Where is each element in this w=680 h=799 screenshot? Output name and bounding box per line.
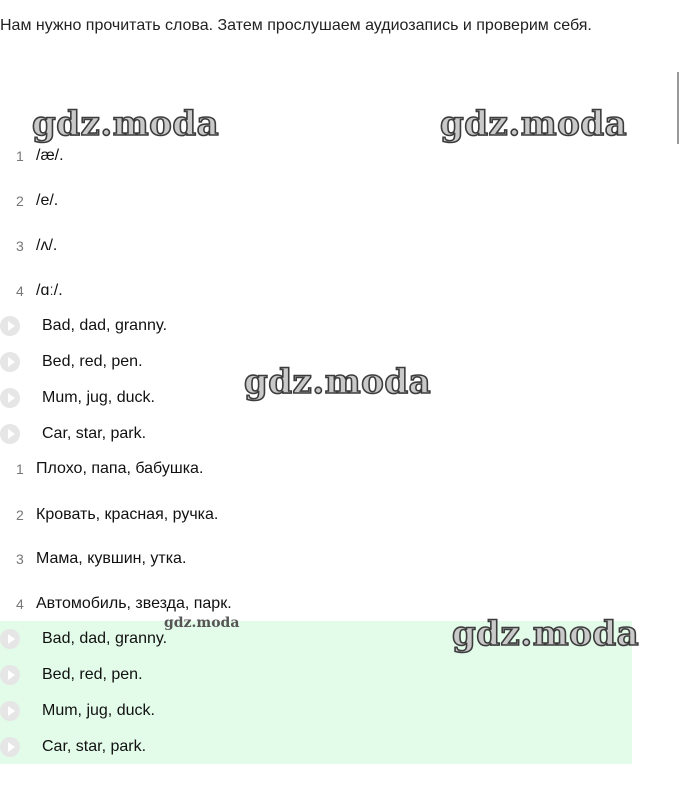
item-text: /æ/. bbox=[36, 147, 64, 164]
item-number: 2 bbox=[16, 507, 24, 523]
audio-text: Mum, jug, duck. bbox=[42, 389, 155, 406]
intro-text: Нам нужно прочитать слова. Затем прослушаем аудиозапись и проверим себя. bbox=[0, 17, 592, 34]
watermark-logo: gdz.moda bbox=[32, 104, 220, 144]
play-icon[interactable] bbox=[0, 316, 20, 336]
watermark-logo: gdz.moda bbox=[452, 614, 640, 654]
item-text: Мама, кувшин, утка. bbox=[36, 550, 187, 567]
play-icon[interactable] bbox=[0, 352, 20, 372]
play-icon[interactable] bbox=[0, 629, 20, 649]
audio-item bbox=[0, 422, 146, 446]
list-item bbox=[0, 144, 64, 168]
audio-item bbox=[0, 314, 167, 338]
audio-text: Mum, jug, duck. bbox=[42, 702, 155, 719]
item-number: 3 bbox=[16, 551, 24, 567]
item-text: /ʌ/. bbox=[36, 237, 58, 254]
audio-item bbox=[0, 699, 155, 723]
audio-text: Bed, red, pen. bbox=[42, 666, 143, 683]
audio-text: Car, star, park. bbox=[42, 738, 147, 755]
item-text: /ɑː/. bbox=[36, 282, 63, 299]
audio-text: Bed, red, pen. bbox=[42, 353, 143, 370]
watermark-logo: gdz.moda bbox=[440, 104, 628, 144]
list-item bbox=[0, 503, 218, 527]
item-number: 4 bbox=[16, 283, 24, 299]
item-text: Кровать, красная, ручка. bbox=[36, 506, 219, 523]
play-icon[interactable] bbox=[0, 737, 20, 757]
play-icon[interactable] bbox=[0, 424, 20, 444]
list-item bbox=[0, 279, 63, 303]
audio-item bbox=[0, 386, 155, 410]
list-item bbox=[0, 547, 186, 571]
audio-text: Bad, dad, granny. bbox=[42, 630, 168, 647]
item-number: 1 bbox=[16, 461, 24, 477]
play-icon[interactable] bbox=[0, 701, 20, 721]
list-item bbox=[0, 592, 232, 616]
list-item bbox=[0, 234, 57, 258]
audio-item bbox=[0, 735, 146, 759]
watermark-logo: gdz.moda bbox=[244, 362, 432, 402]
item-number: 2 bbox=[16, 193, 24, 209]
play-icon[interactable] bbox=[0, 388, 20, 408]
audio-text: Car, star, park. bbox=[42, 425, 147, 442]
audio-text: Bad, dad, granny. bbox=[42, 317, 168, 334]
item-text: Плохо, папа, бабушка. bbox=[36, 460, 204, 477]
audio-item bbox=[0, 627, 167, 651]
item-number: 4 bbox=[16, 596, 24, 612]
item-text: Автомобиль, звезда, парк. bbox=[36, 595, 232, 612]
audio-item bbox=[0, 663, 143, 687]
audio-item bbox=[0, 350, 143, 374]
watermark-logo: gdz.moda bbox=[164, 615, 240, 631]
item-text: /e/. bbox=[36, 192, 59, 209]
scrollbar[interactable] bbox=[677, 72, 679, 144]
item-number: 3 bbox=[16, 238, 24, 254]
list-item bbox=[0, 189, 58, 213]
play-icon[interactable] bbox=[0, 665, 20, 685]
item-number: 1 bbox=[16, 148, 24, 164]
list-item bbox=[0, 457, 203, 481]
